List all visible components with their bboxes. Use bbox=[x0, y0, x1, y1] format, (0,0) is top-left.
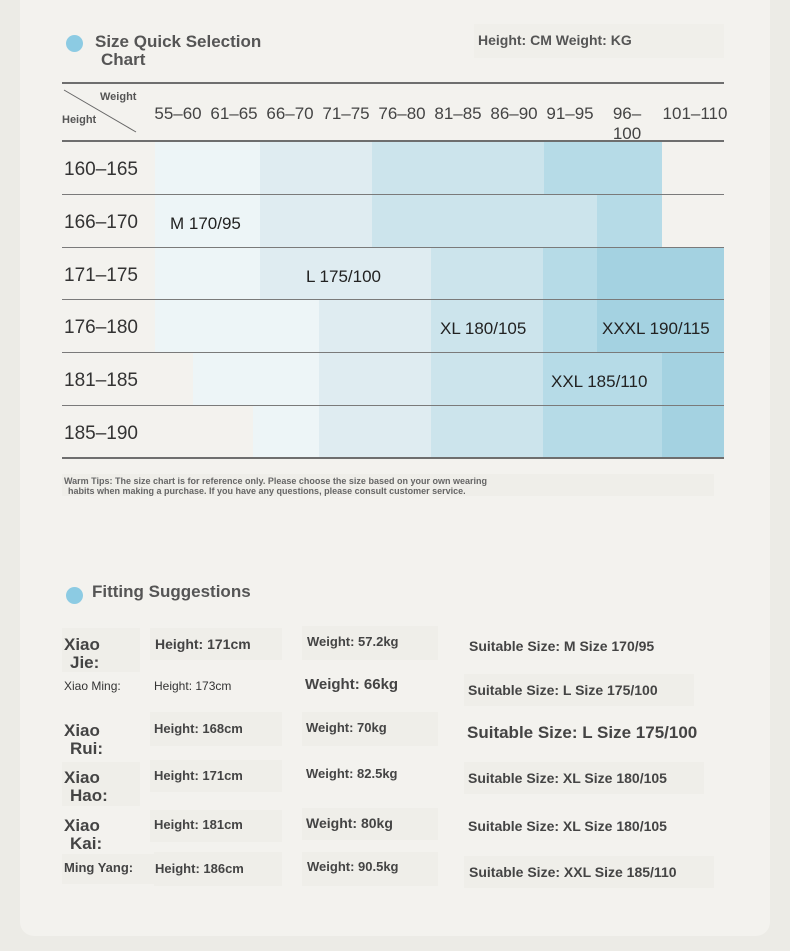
weight-column-header: 71–75 bbox=[322, 104, 370, 123]
size-region-xl bbox=[372, 194, 484, 247]
weight-column-header: 61–65 bbox=[210, 104, 258, 123]
size-chart-title bbox=[95, 33, 261, 69]
size-region-xl bbox=[484, 142, 544, 194]
person-name-line2: Kai: bbox=[70, 834, 103, 853]
size-region-m bbox=[193, 352, 319, 405]
size-label-xxxl: XXXL 190/115 bbox=[602, 319, 710, 338]
suitable-size: Suitable Size: L Size 175/100 bbox=[468, 682, 658, 698]
height-row-header: 160–165 bbox=[64, 159, 138, 180]
table-bottom-border bbox=[62, 457, 724, 459]
size-region-xxl bbox=[543, 405, 662, 457]
warm-tips-line1: Warm Tips: The size chart is for reference only. Please choose the size based on your own wearing bbox=[64, 476, 487, 486]
warm-tips-line2: habits when making a purchase. If you have any questions, please consult customer service. bbox=[68, 486, 466, 496]
size-region-xxl bbox=[597, 194, 662, 247]
person-weight: Weight: 82.5kg bbox=[306, 766, 398, 781]
table-top-border bbox=[62, 82, 724, 84]
size-region-xl bbox=[484, 194, 597, 247]
person-name bbox=[64, 769, 108, 805]
person-name: Xiao Ming: bbox=[64, 679, 121, 693]
person-name-line2: Rui: bbox=[70, 739, 104, 758]
size-label-l: L 175/100 bbox=[306, 267, 381, 286]
size-region-m bbox=[155, 299, 319, 352]
warm-tips bbox=[62, 474, 714, 496]
person-height: Height: 173cm bbox=[154, 679, 232, 693]
person-weight: Weight: 70kg bbox=[306, 720, 387, 735]
size-region-l bbox=[260, 194, 372, 247]
size-region-xxl bbox=[544, 142, 662, 194]
weight-column-header: 96–100 bbox=[612, 104, 642, 143]
person-name: Ming Yang: bbox=[64, 860, 134, 875]
weight-column-header: 101–110 bbox=[662, 104, 728, 123]
person-name bbox=[64, 722, 103, 758]
size-chart-title-line1: Size Quick Selection bbox=[95, 32, 262, 51]
person-weight: Weight: 66kg bbox=[305, 676, 399, 693]
person-name-line1: Xiao bbox=[64, 721, 100, 740]
weight-column-header: 91–95 bbox=[546, 104, 594, 123]
size-region-xl bbox=[431, 247, 543, 299]
person-name-line2: Hao: bbox=[70, 786, 108, 805]
size-region-xxxl bbox=[597, 247, 724, 299]
section-bullet-icon bbox=[66, 587, 83, 604]
person-weight: Weight: 57.2kg bbox=[307, 634, 399, 649]
row-divider bbox=[62, 247, 724, 248]
weight-column-header: 55–60 bbox=[154, 104, 202, 123]
weight-column-header: 86–90 bbox=[490, 104, 538, 123]
corner-header bbox=[62, 84, 154, 140]
size-label-xxl: XXL 185/110 bbox=[551, 372, 648, 391]
person-weight: Weight: 90.5kg bbox=[307, 859, 399, 874]
person-name bbox=[64, 817, 102, 853]
person-name bbox=[64, 636, 100, 672]
person-height: Height: 168cm bbox=[154, 721, 243, 736]
size-region-m bbox=[155, 247, 260, 299]
units-note: Height: CM Weight: KG bbox=[474, 24, 724, 58]
suitable-size: Suitable Size: XXL Size 185/110 bbox=[469, 864, 677, 880]
row-divider bbox=[62, 194, 724, 195]
corner-weight-label: Weight bbox=[100, 91, 137, 103]
size-chart-title-line2: Chart bbox=[101, 50, 146, 69]
size-region-l bbox=[319, 352, 431, 405]
section-bullet-icon bbox=[66, 35, 83, 52]
person-height: Height: 186cm bbox=[155, 861, 244, 876]
size-label-xl: XL 180/105 bbox=[440, 319, 527, 338]
person-height: Height: 181cm bbox=[154, 817, 243, 832]
person-height: Height: 171cm bbox=[154, 768, 243, 783]
person-name-line1: Xiao bbox=[64, 635, 100, 654]
size-label-m: M 170/95 bbox=[170, 214, 241, 233]
suitable-size: Suitable Size: XL Size 180/105 bbox=[468, 770, 667, 786]
person-height: Height: 171cm bbox=[155, 636, 251, 652]
weight-column-header: 81–85 bbox=[434, 104, 482, 123]
suitable-size: Suitable Size: XL Size 180/105 bbox=[468, 818, 667, 834]
height-row-header: 166–170 bbox=[64, 212, 138, 233]
corner-height-label: Height bbox=[62, 114, 97, 126]
size-region-m bbox=[155, 142, 260, 194]
size-region-xxxl bbox=[662, 352, 724, 405]
size-region-xxl bbox=[543, 247, 597, 299]
height-row-header: 185–190 bbox=[64, 423, 138, 444]
size-region-xl bbox=[372, 142, 484, 194]
row-divider bbox=[62, 299, 724, 300]
size-region-l bbox=[319, 405, 431, 457]
weight-column-header: 66–70 bbox=[266, 104, 314, 123]
size-region-m bbox=[253, 405, 319, 457]
size-region-xxl bbox=[543, 299, 597, 352]
fitting-title: Fitting Suggestions bbox=[92, 582, 251, 601]
height-row-header: 171–175 bbox=[64, 265, 138, 286]
row-divider bbox=[62, 405, 724, 406]
person-name-line2: Jie: bbox=[70, 653, 100, 672]
height-row-header: 176–180 bbox=[64, 317, 138, 338]
suitable-size: Suitable Size: L Size 175/100 bbox=[467, 723, 698, 742]
person-name-line1: Xiao bbox=[64, 816, 100, 835]
person-weight: Weight: 80kg bbox=[306, 815, 393, 831]
size-region-xxxl bbox=[662, 405, 724, 457]
height-row-header: 181–185 bbox=[64, 370, 138, 391]
size-region-xl bbox=[431, 352, 543, 405]
size-region-l bbox=[260, 142, 372, 194]
suitable-size: Suitable Size: M Size 170/95 bbox=[469, 638, 655, 654]
size-region-xl bbox=[431, 405, 543, 457]
row-divider bbox=[62, 352, 724, 353]
person-name-line1: Xiao bbox=[64, 768, 100, 787]
weight-column-header: 76–80 bbox=[378, 104, 426, 123]
size-region-l bbox=[319, 299, 431, 352]
